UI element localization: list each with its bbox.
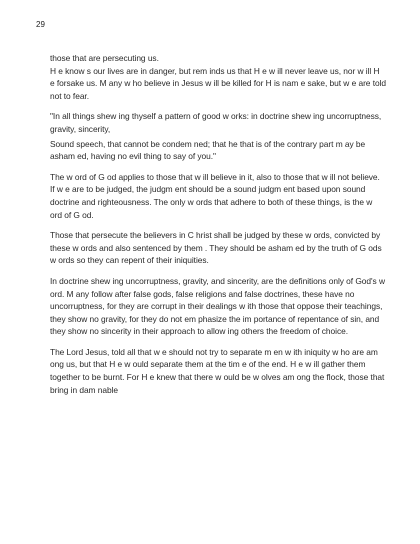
body-text [50, 52, 386, 404]
paragraph-1: those that are persecuting us. H e know s our lives are in danger, but rem inds us that H e w ill never leave us, nor w ill H e forsake us. M any w ho believe in Jesus w ill be killed for H is nam e sake, but w e are told not to fear. [50, 53, 386, 101]
paragraph-3: Sound speech, that cannot be condem ned; that he that is of the contrary part m ay be asham ed, having no evil thing to say of you." [50, 138, 366, 162]
paragraph-6: In doctrine shew ing uncorruptness, gravity, and sincerity, are the definitions only of God's w ord. M any follow after false gods, false religions and false doctrines, these have no uncorruptness, for they are corrupt in their dealings w ith those that oppose their teachings, they show no gravity, for they do not em phasize the im portance of repentance of sin, and they show no sincerity in their approach to allow ing others the freedom of choice. [50, 275, 385, 337]
paragraph-7: The Lord Jesus, told all that w e should not try to separate m en w ith iniquity w ho are am ong us, but that H e w ould separate them at the tim e of the end. H e w ill gather them together to be burnt. For H e knew that there w ould be w olves am ong the flock, those that bring in dam nable [50, 346, 385, 395]
paragraph-2: "In all things shew ing thyself a pattern of good w orks: in doctrine shew ing uncorruptness, gravity, sincerity, [50, 111, 382, 134]
paragraph-4: The w ord of G od applies to those that w ill believe in it, also to those that w ill not believe. If w e are to be judged, the judgm ent should be a sound judgm ent based upon sound doctrine and righteousness. The only w ords that adhere to both of these things, is the w ord of G od. [50, 171, 380, 220]
paragraph-5: Those that persecute the believers in C hrist shall be judged by these w ords, convicted by these w ords and also sentenced by them . They should be asham ed by the truth of G ods w ords so they can repent of their iniquities. [50, 230, 382, 266]
page-number: 29 [36, 20, 45, 29]
